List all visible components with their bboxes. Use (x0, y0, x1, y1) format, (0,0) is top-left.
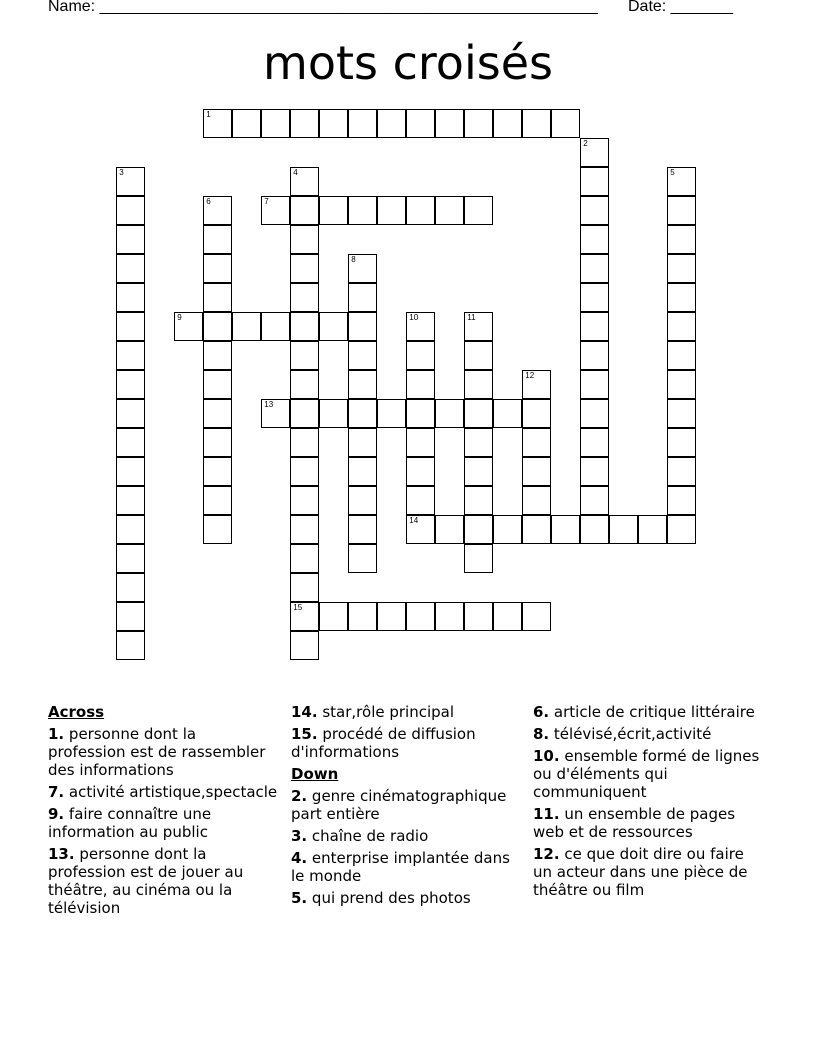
clue-number: 4 (293, 168, 298, 178)
grid-cell[interactable] (493, 109, 522, 138)
clue-text: star,rôle principal (322, 703, 455, 721)
clue-text: genre cinématographique part entière (291, 787, 507, 823)
grid-cell[interactable] (290, 196, 319, 225)
grid-cell[interactable] (203, 196, 232, 225)
grid-cell[interactable] (522, 370, 551, 399)
grid-cell[interactable] (203, 515, 232, 544)
grid-cell[interactable] (348, 602, 377, 631)
grid-cell[interactable] (290, 544, 319, 573)
grid-cell[interactable] (348, 544, 377, 573)
grid-cell[interactable] (667, 515, 696, 544)
clue-number: 4. (291, 849, 308, 867)
grid-cell[interactable] (406, 457, 435, 486)
grid-cell[interactable] (116, 515, 145, 544)
clue-number: 5 (670, 168, 675, 178)
grid-cell[interactable] (580, 399, 609, 428)
clue-number: 9 (177, 313, 182, 323)
clue-text: article de critique littéraire (553, 703, 755, 721)
clue-number: 5. (291, 889, 308, 907)
grid-cell[interactable] (522, 428, 551, 457)
clue-item (48, 845, 278, 917)
grid-cell[interactable] (667, 225, 696, 254)
grid-cell[interactable] (464, 544, 493, 573)
grid-cell[interactable] (435, 515, 464, 544)
grid-cell[interactable] (348, 283, 377, 312)
grid-cell[interactable] (522, 602, 551, 631)
clue-text: faire connaître une information au public (48, 805, 212, 841)
clue-number: 3. (291, 827, 308, 845)
grid-cell[interactable] (116, 399, 145, 428)
grid-cell[interactable] (406, 312, 435, 341)
clue-number: 13 (264, 400, 274, 410)
clue-item (291, 725, 521, 761)
grid-cell[interactable] (116, 225, 145, 254)
date-field[interactable]: Date: _______ (628, 0, 733, 15)
clue-number: 13. (48, 845, 75, 863)
grid-cell[interactable] (116, 341, 145, 370)
clue-item (48, 805, 278, 841)
grid-cell[interactable] (348, 370, 377, 399)
clue-number: 8 (351, 255, 356, 265)
grid-cell[interactable] (464, 515, 493, 544)
grid-cell[interactable] (580, 341, 609, 370)
clue-item (48, 725, 278, 779)
grid-cell[interactable] (580, 225, 609, 254)
clue-number: 14. (291, 703, 318, 721)
grid-cell[interactable] (435, 196, 464, 225)
grid-cell[interactable] (290, 167, 319, 196)
clue-item (291, 889, 521, 907)
grid-cell[interactable] (377, 602, 406, 631)
grid-cell[interactable] (290, 283, 319, 312)
grid-cell[interactable] (116, 370, 145, 399)
grid-cell[interactable] (116, 283, 145, 312)
clue-number: 12. (533, 845, 560, 863)
grid-cell[interactable] (261, 399, 290, 428)
grid-cell[interactable] (667, 196, 696, 225)
grid-cell[interactable] (435, 602, 464, 631)
clue-text: télévisé,écrit,activité (553, 725, 712, 743)
grid-cell[interactable] (667, 341, 696, 370)
clue-item (291, 849, 521, 885)
grid-cell[interactable] (290, 254, 319, 283)
clue-number: 9. (48, 805, 65, 823)
clues-column-2 (291, 703, 521, 911)
clue-text: enterprise implantée dans le monde (291, 849, 510, 885)
grid-cell[interactable] (203, 428, 232, 457)
clue-number: 11 (467, 313, 476, 323)
grid-cell[interactable] (580, 515, 609, 544)
grid-cell[interactable] (348, 486, 377, 515)
clue-number: 8. (533, 725, 550, 743)
grid-cell[interactable] (348, 109, 377, 138)
grid-cell[interactable] (522, 457, 551, 486)
grid-cell[interactable] (667, 167, 696, 196)
grid-cell[interactable] (377, 399, 406, 428)
grid-cell[interactable] (203, 225, 232, 254)
grid-cell[interactable] (261, 109, 290, 138)
grid-cell[interactable] (522, 515, 551, 544)
clue-number: 2. (291, 787, 308, 805)
grid-cell[interactable] (493, 515, 522, 544)
grid-cell[interactable] (406, 602, 435, 631)
grid-cell[interactable] (522, 486, 551, 515)
grid-cell[interactable] (667, 254, 696, 283)
grid-cell[interactable] (348, 196, 377, 225)
clue-number: 7. (48, 783, 65, 801)
clue-item (533, 747, 763, 801)
down-heading: Down (291, 765, 339, 783)
grid-cell[interactable] (377, 196, 406, 225)
grid-cell[interactable] (609, 515, 638, 544)
grid-cell[interactable] (290, 602, 319, 631)
grid-cell[interactable] (406, 515, 435, 544)
grid-cell[interactable] (406, 486, 435, 515)
grid-cell[interactable] (290, 573, 319, 602)
clues-column-3 (533, 703, 763, 903)
clue-number: 2 (583, 139, 588, 149)
grid-cell[interactable] (580, 283, 609, 312)
grid-cell[interactable] (348, 399, 377, 428)
grid-cell[interactable] (319, 399, 348, 428)
clue-number: 7 (264, 197, 269, 207)
grid-cell[interactable] (116, 486, 145, 515)
grid-cell[interactable] (116, 196, 145, 225)
grid-cell[interactable] (435, 109, 464, 138)
grid-cell[interactable] (203, 341, 232, 370)
grid-cell[interactable] (667, 399, 696, 428)
clue-text: ensemble formé de lignes ou d'éléments qui communiquent (533, 747, 760, 801)
grid-cell[interactable] (203, 486, 232, 515)
grid-cell[interactable] (406, 196, 435, 225)
grid-cell[interactable] (348, 457, 377, 486)
grid-cell[interactable] (348, 254, 377, 283)
grid-cell[interactable] (116, 602, 145, 631)
clue-text: chaîne de radio (311, 827, 429, 845)
clue-text: qui prend des photos (311, 889, 471, 907)
grid-cell[interactable] (116, 167, 145, 196)
grid-cell[interactable] (290, 457, 319, 486)
clue-text: ce que doit dire ou faire un acteur dans une pièce de théâtre ou film (533, 845, 748, 899)
clue-number: 14 (409, 516, 419, 526)
grid-cell[interactable] (261, 196, 290, 225)
grid-cell[interactable] (667, 283, 696, 312)
grid-cell[interactable] (464, 486, 493, 515)
grid-cell[interactable] (464, 109, 493, 138)
clue-item (533, 703, 763, 721)
clue-number: 15. (291, 725, 318, 743)
grid-cell[interactable] (667, 457, 696, 486)
grid-cell[interactable] (580, 370, 609, 399)
grid-cell[interactable] (667, 486, 696, 515)
grid-cell[interactable] (493, 602, 522, 631)
grid-cell[interactable] (348, 341, 377, 370)
grid-cell[interactable] (435, 399, 464, 428)
grid-cell[interactable] (638, 515, 667, 544)
clue-item (291, 703, 521, 721)
grid-cell[interactable] (464, 341, 493, 370)
grid-cell[interactable] (580, 457, 609, 486)
grid-cell[interactable] (319, 196, 348, 225)
grid-cell[interactable] (232, 312, 261, 341)
clue-item (533, 845, 763, 899)
grid-cell[interactable] (580, 428, 609, 457)
grid-cell[interactable] (406, 399, 435, 428)
clue-item (533, 725, 763, 743)
grid-cell[interactable] (116, 457, 145, 486)
clue-number: 10. (533, 747, 560, 765)
grid-cell[interactable] (203, 399, 232, 428)
grid-cell[interactable] (580, 167, 609, 196)
clue-text: personne dont la profession est de jouer au théâtre, au cinéma ou la télévision (48, 845, 244, 917)
grid-cell[interactable] (290, 515, 319, 544)
grid-cell[interactable] (203, 370, 232, 399)
grid-cell[interactable] (290, 486, 319, 515)
grid-cell[interactable] (319, 109, 348, 138)
grid-cell[interactable] (116, 573, 145, 602)
grid-cell[interactable] (580, 486, 609, 515)
grid-cell[interactable] (464, 399, 493, 428)
grid-cell[interactable] (348, 312, 377, 341)
clue-item (533, 805, 763, 841)
clue-number: 6 (206, 197, 211, 207)
grid-cell[interactable] (116, 544, 145, 573)
grid-cell[interactable] (464, 196, 493, 225)
clues-column-1 (48, 703, 278, 921)
grid-cell[interactable] (203, 109, 232, 138)
grid-cell[interactable] (203, 283, 232, 312)
grid-cell[interactable] (203, 312, 232, 341)
clue-item (291, 827, 521, 845)
across-heading: Across (48, 703, 105, 721)
clue-text: personne dont la profession est de rassembler des informations (48, 725, 266, 779)
clue-text: un ensemble de pages web et de ressources (533, 805, 736, 841)
clue-number: 3 (119, 168, 124, 178)
grid-cell[interactable] (116, 312, 145, 341)
grid-cell[interactable] (319, 602, 348, 631)
grid-cell[interactable] (290, 225, 319, 254)
grid-cell[interactable] (290, 399, 319, 428)
clue-text: procédé de diffusion d'informations (291, 725, 476, 761)
grid-cell[interactable] (580, 196, 609, 225)
grid-cell[interactable] (667, 428, 696, 457)
clue-item (291, 787, 521, 823)
grid-cell[interactable] (406, 370, 435, 399)
grid-cell[interactable] (232, 109, 261, 138)
clue-text: activité artistique,spectacle (68, 783, 278, 801)
grid-cell[interactable] (203, 254, 232, 283)
grid-cell[interactable] (464, 457, 493, 486)
grid-cell[interactable] (522, 399, 551, 428)
grid-cell[interactable] (261, 312, 290, 341)
grid-cell[interactable] (290, 428, 319, 457)
grid-cell[interactable] (464, 428, 493, 457)
grid-cell[interactable] (406, 109, 435, 138)
clue-number: 10 (409, 313, 419, 323)
grid-cell[interactable] (580, 254, 609, 283)
grid-cell[interactable] (580, 312, 609, 341)
grid-cell[interactable] (522, 109, 551, 138)
grid-cell[interactable] (667, 370, 696, 399)
clue-item (48, 783, 278, 801)
grid-cell[interactable] (406, 341, 435, 370)
clue-number: 1. (48, 725, 65, 743)
grid-cell[interactable] (667, 312, 696, 341)
grid-cell[interactable] (174, 312, 203, 341)
grid-cell[interactable] (493, 399, 522, 428)
grid-cell[interactable] (290, 109, 319, 138)
grid-cell[interactable] (377, 109, 406, 138)
grid-cell[interactable] (116, 631, 145, 660)
grid-cell[interactable] (290, 341, 319, 370)
page-title: mots croisés (263, 36, 553, 90)
grid-cell[interactable] (348, 428, 377, 457)
grid-cell[interactable] (551, 109, 580, 138)
grid-cell[interactable] (580, 138, 609, 167)
grid-cell[interactable] (290, 370, 319, 399)
grid-cell[interactable] (290, 631, 319, 660)
grid-cell[interactable] (551, 515, 580, 544)
grid-cell[interactable] (348, 515, 377, 544)
clue-number: 12 (525, 371, 535, 381)
grid-cell[interactable] (319, 312, 348, 341)
clue-number: 1 (206, 110, 211, 120)
grid-cell[interactable] (464, 602, 493, 631)
grid-cell[interactable] (464, 312, 493, 341)
grid-cell[interactable] (116, 254, 145, 283)
grid-cell[interactable] (406, 428, 435, 457)
clue-number: 6. (533, 703, 550, 721)
grid-cell[interactable] (116, 428, 145, 457)
grid-cell[interactable] (203, 457, 232, 486)
grid-cell[interactable] (464, 370, 493, 399)
clue-number: 15 (293, 603, 303, 613)
clue-number: 11. (533, 805, 560, 823)
name-field[interactable]: Name: ________________________________________________________ (48, 0, 598, 15)
grid-cell[interactable] (290, 312, 319, 341)
